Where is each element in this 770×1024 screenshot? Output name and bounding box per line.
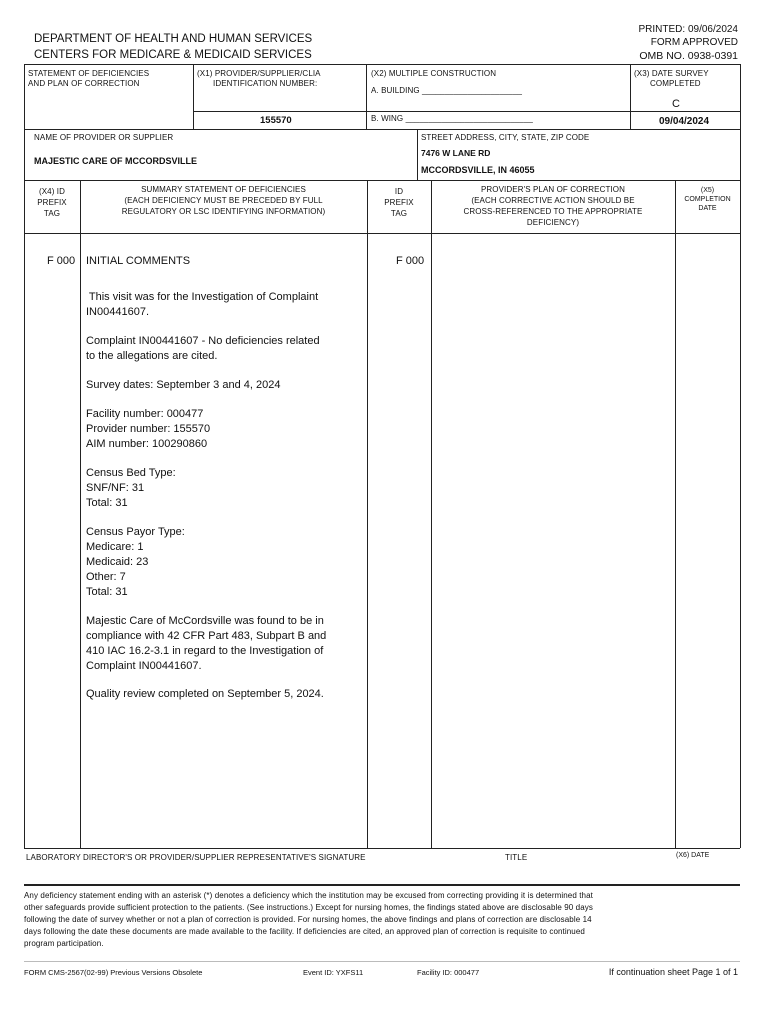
department-line-1: DEPARTMENT OF HEALTH AND HUMAN SERVICES	[34, 33, 313, 45]
para-2-line-2: to the allegations are cited.	[86, 350, 218, 362]
x3-label-2: COMPLETED	[650, 79, 701, 88]
disclaimer-line-2: other safeguards provide sufficient protection to the patients. (See instructions.) Except for nursing homes, the findings stated above are disclosable 90 days	[24, 903, 593, 912]
survey-completed-date: 09/04/2024	[659, 116, 710, 127]
x3-code: C	[672, 98, 680, 110]
para-4-line-1: Facility number: 000477	[86, 408, 204, 420]
prefix-tag-left: F 000	[47, 255, 76, 267]
para-5-line-3: Total: 31	[86, 497, 128, 509]
address-label: STREET ADDRESS, CITY, STATE, ZIP CODE	[421, 133, 590, 142]
x4-header-2: PREFIX	[37, 198, 67, 207]
para-6-line-1: Census Payor Type:	[86, 526, 185, 538]
x1-label-2: IDENTIFICATION NUMBER:	[213, 79, 318, 88]
right-border	[740, 64, 741, 848]
para-7-line-2: compliance with 42 CFR Part 483, Subpart B and	[86, 630, 327, 642]
plan-header-2: (EACH CORRECTIVE ACTION SHOULD BE	[471, 196, 635, 205]
signature-label: LABORATORY DIRECTOR'S OR PROVIDER/SUPPLIER REPRESENTATIVE'S SIGNATURE	[26, 853, 366, 862]
footer-divider	[24, 961, 740, 962]
plan-header-3: CROSS-REFERENCED TO THE APPROPRIATE	[463, 207, 643, 216]
signature-date-label: (X6) DATE	[676, 852, 710, 859]
plan-header-1: PROVIDER'S PLAN OF CORRECTION	[480, 185, 625, 194]
col-divider-id	[431, 180, 432, 848]
provider-name-label: NAME OF PROVIDER OR SUPPLIER	[34, 133, 174, 142]
para-5-line-2: SNF/NF: 31	[86, 482, 145, 494]
para-7-line-1: Majestic Care of McCordsville was found to be in	[86, 615, 324, 627]
plan-header-4: DEFICIENCY)	[526, 218, 580, 227]
disclaimer-line-1: Any deficiency statement ending with an asterisk (*) denotes a deficiency which the institution may be excused from correcting providing it is determined that	[24, 891, 593, 900]
facility-id: Facility ID: 000477	[417, 968, 480, 977]
summary-header-2: (EACH DEFICIENCY MUST BE PRECEDED BY FULL	[124, 196, 323, 205]
x1-label-1: (X1) PROVIDER/SUPPLIER/CLIA	[197, 69, 321, 78]
column-header-bottom-border	[24, 233, 740, 234]
x2-divider	[366, 64, 367, 129]
para-4-line-3: AIM number: 100290860	[86, 438, 208, 450]
x3-inner-line	[630, 111, 740, 112]
row2-bottom-border	[24, 180, 740, 181]
provider-number: 155570	[260, 115, 292, 126]
x3-label-1: (X3) DATE SURVEY	[634, 69, 709, 78]
para-6-line-3: Medicaid: 23	[86, 556, 149, 568]
event-id: Event ID: YXFS11	[303, 968, 364, 977]
id-header-1: ID	[394, 187, 404, 196]
x1-inner-line	[193, 111, 366, 112]
para-6-line-5: Total: 31	[86, 586, 128, 598]
x2-inner-line	[366, 111, 630, 112]
x3-divider	[630, 64, 631, 129]
disclaimer-line-4: days following the date these documents are made available to the facility. If deficiencies are cited, an approved plan of correction is requisite to continued	[24, 927, 585, 936]
x2-label: (X2) MULTIPLE CONSTRUCTION	[371, 69, 497, 78]
x5-header-2: COMPLETION	[684, 196, 731, 203]
form-approved: FORM APPROVED	[650, 37, 738, 48]
id-header-2: PREFIX	[384, 198, 414, 207]
summary-header-1: SUMMARY STATEMENT OF DEFICIENCIES	[141, 185, 306, 194]
signature-title-label: TITLE	[505, 853, 528, 862]
x4-header-3: TAG	[43, 209, 61, 218]
address-line-1: 7476 W LANE RD	[421, 148, 491, 158]
para-7-line-3: 410 IAC 16.2-3.1 in regard to the Investigation of	[86, 645, 324, 657]
para-1-line-1: This visit was for the Investigation of Complaint	[86, 291, 319, 303]
printed-date: PRINTED: 09/06/2024	[638, 24, 738, 35]
form-number: FORM CMS-2567(02-99) Previous Versions Obsolete	[24, 968, 203, 977]
col-divider-plan	[675, 180, 676, 848]
row1-bottom-border	[24, 129, 740, 130]
x4-header-1: (X4) ID	[38, 187, 66, 196]
top-border	[24, 64, 740, 65]
para-1-line-2: IN00441607.	[86, 306, 149, 318]
para-6-line-4: Other: 7	[86, 571, 126, 583]
x2-building: A. BUILDING ______________________	[371, 86, 523, 95]
left-border	[24, 64, 25, 848]
para-7-line-4: Complaint IN00441607.	[86, 660, 202, 672]
signature-bottom-border	[24, 884, 740, 886]
x5-header-3: DATE	[698, 205, 717, 212]
para-6-line-2: Medicare: 1	[86, 541, 144, 553]
entry-title: INITIAL COMMENTS	[86, 255, 191, 267]
department-line-2: CENTERS FOR MEDICARE & MEDICAID SERVICES	[34, 49, 312, 61]
para-4-line-2: Provider number: 155570	[86, 423, 211, 435]
provider-name: MAJESTIC CARE OF MCCORDSVILLE	[34, 156, 198, 166]
omb-number: OMB NO. 0938-0391	[639, 50, 738, 62]
provider-divider	[417, 129, 418, 180]
statement-label-1: STATEMENT OF DEFICIENCIES	[28, 69, 150, 78]
page-number: If continuation sheet Page 1 of 1	[608, 967, 738, 977]
statement-label-2: AND PLAN OF CORRECTION	[28, 79, 140, 88]
col-divider-x4	[80, 180, 81, 848]
para-5-line-1: Census Bed Type:	[86, 467, 176, 479]
x5-header-1: (X5)	[700, 187, 715, 194]
prefix-tag-right: F 000	[396, 255, 425, 267]
para-8-line-1: Quality review completed on September 5, 2024.	[86, 688, 324, 700]
disclaimer-line-5: program participation.	[24, 939, 104, 948]
id-header-3: TAG	[390, 209, 408, 218]
x2-wing: B. WING ____________________________	[371, 114, 533, 123]
col-divider-summary	[367, 180, 368, 848]
disclaimer-line-3: following the date of survey whether or not a plan of correction is provided. For nursing homes, the above findings and plans of correction are disclosable 14	[24, 915, 592, 924]
signature-top-border	[24, 848, 740, 849]
para-2-line-1: Complaint IN00441607 - No deficiencies related	[86, 335, 320, 347]
x1-divider	[193, 64, 194, 129]
address-line-2: MCCORDSVILLE, IN 46055	[421, 165, 535, 175]
summary-header-3: REGULATORY OR LSC IDENTIFYING INFORMATION)	[121, 207, 326, 216]
para-3-line-1: Survey dates: September 3 and 4, 2024	[86, 379, 281, 391]
